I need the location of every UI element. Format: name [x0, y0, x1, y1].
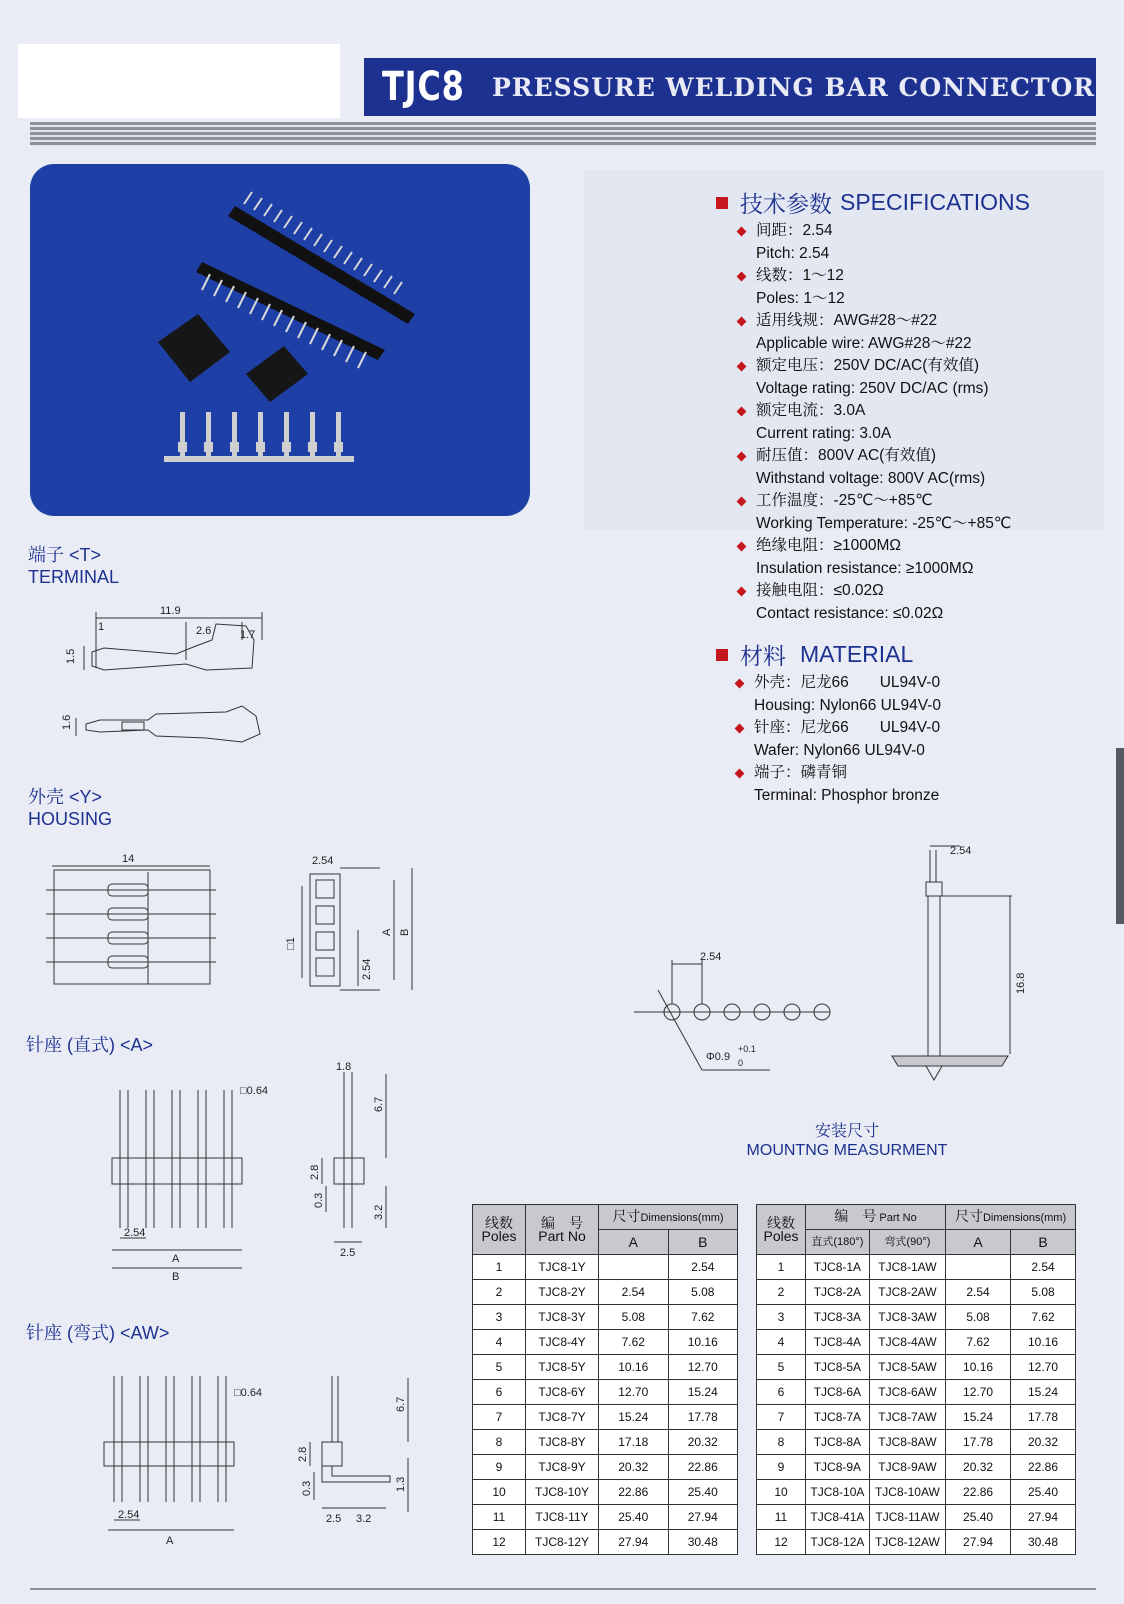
dim-aw-2-5: 2.5: [326, 1513, 342, 1525]
dim-wafer-2-5: 2.5: [340, 1247, 356, 1259]
table-row: [473, 1280, 738, 1305]
dim-mount-pitch: 2.54: [700, 951, 722, 963]
table-cell: TJC8-10Y: [526, 1480, 599, 1505]
table-cell: 3: [473, 1305, 526, 1330]
table-cell: 20.32: [1011, 1430, 1076, 1455]
table-row: [473, 1355, 738, 1380]
spec-cn: 额定电压：250V DC/AC(有效值): [736, 355, 1096, 378]
spec-en: Contact resistance: ≤0.02Ω: [756, 604, 944, 622]
dim-housing-pitch: 2.54: [312, 855, 334, 867]
table-row: [757, 1380, 1076, 1405]
table-cell: 27.94: [668, 1505, 738, 1530]
table-cell: 8: [473, 1430, 526, 1455]
table-row: [757, 1280, 1076, 1305]
table-cell: 20.32: [668, 1430, 738, 1455]
table-cell: 5.08: [1011, 1280, 1076, 1305]
table-cell: 20.32: [946, 1455, 1011, 1480]
spec-heading-cn: 技术参数: [740, 191, 832, 217]
table-cell: 20.32: [599, 1455, 669, 1480]
dim-wafer-1-8: 1.8: [336, 1062, 352, 1073]
spec-item: [736, 580, 1096, 625]
spec-en: Withstand voltage: 800V AC(rms): [756, 469, 986, 487]
table-cell: TJC8-9A: [806, 1455, 870, 1480]
spec-en: Current rating: 3.0A: [756, 424, 892, 442]
dim-wafer-2-8: 2.8: [309, 1164, 321, 1180]
table-cell: 5.08: [668, 1280, 738, 1305]
dim-wafer-b: B: [172, 1271, 180, 1283]
table-row: [757, 1530, 1076, 1555]
table-cell: 4: [473, 1330, 526, 1355]
dim-mount-tol-zero: 0: [738, 1058, 744, 1068]
spec-item: [736, 355, 1096, 400]
table-cell: 4: [757, 1330, 806, 1355]
dim-wafer-a: A: [172, 1253, 180, 1265]
table-cell: TJC8-8AW: [869, 1430, 945, 1455]
table-row: [473, 1505, 738, 1530]
dim-wafer-pitch: 2.54: [124, 1227, 146, 1239]
red-square-icon: [716, 649, 728, 661]
spec-en: Working Temperature: -25℃～+85℃: [756, 514, 1012, 532]
table-cell: 27.94: [599, 1530, 669, 1555]
table-row: [473, 1480, 738, 1505]
table-cell: TJC8-4Y: [526, 1330, 599, 1355]
spec-cn: 额定电流：3.0A: [736, 400, 1096, 423]
model-number: TJC8: [382, 64, 465, 110]
table-cell: TJC8-7Y: [526, 1405, 599, 1430]
table-cell: 15.24: [946, 1405, 1011, 1430]
table-cell: TJC8-3AW: [869, 1305, 945, 1330]
table-cell: TJC8-5A: [806, 1355, 870, 1380]
table-cell: 11: [473, 1505, 526, 1530]
table-cell: TJC8-10A: [806, 1480, 870, 1505]
table-cell: 15.24: [1011, 1380, 1076, 1405]
table-row: [473, 1430, 738, 1455]
table-cell: 27.94: [946, 1530, 1011, 1555]
dim-mount-hole: Φ0.9: [706, 1051, 731, 1063]
table-cell: TJC8-2AW: [869, 1280, 945, 1305]
table-row: [757, 1355, 1076, 1380]
material-item: [734, 672, 1094, 717]
page-title: PRESSURE WELDING BAR CONNECTOR: [492, 72, 1096, 102]
dim-terminal-1-6: 1.6: [61, 714, 73, 730]
spec-cn: 适用线规：AWG#28～#22: [736, 310, 1096, 333]
dim-wafer-0-3: 0.3: [313, 1192, 325, 1208]
dim-mount-16-8: 16.8: [1015, 972, 1027, 994]
table-cell: TJC8-5AW: [869, 1355, 945, 1380]
table-cell: 7: [473, 1405, 526, 1430]
table-cell: 9: [473, 1455, 526, 1480]
material-en: Wafer: Nylon66 UL94V-0: [754, 741, 925, 759]
table-cell: 5: [757, 1355, 806, 1380]
table-cell: TJC8-7AW: [869, 1405, 945, 1430]
dim-housing-1: □1: [285, 937, 297, 950]
col-poles: 线数 Poles: [473, 1205, 526, 1255]
table-cell: 17.18: [599, 1430, 669, 1455]
table-cell: 5.08: [946, 1305, 1011, 1330]
terminal-label-cn: 端子 <T>: [28, 545, 102, 565]
table-cell: 2: [757, 1280, 806, 1305]
table-cell: 7.62: [668, 1305, 738, 1330]
table-cell: TJC8-6Y: [526, 1380, 599, 1405]
spec-item: [736, 490, 1096, 535]
wafer-straight-drawing: [100, 1062, 420, 1292]
table-cell: 12.70: [599, 1380, 669, 1405]
table-cell: 22.86: [599, 1480, 669, 1505]
dim-wafer-3-2: 3.2: [373, 1204, 385, 1220]
spec-item: [736, 445, 1096, 490]
wafer-angle-drawing: [100, 1362, 420, 1552]
dim-terminal-2-6: 2.6: [196, 625, 212, 637]
table-cell: TJC8-5Y: [526, 1355, 599, 1380]
material-cn: 外壳：尼龙66 UL94V-0: [734, 672, 1094, 695]
dim-wafer-6-7: 6.7: [373, 1096, 385, 1112]
table-cell: 30.48: [668, 1530, 738, 1555]
material-item: [734, 717, 1094, 762]
housing-label-cn: 外壳 <Y>: [28, 787, 103, 807]
table-cell: 27.94: [1011, 1505, 1076, 1530]
table-cell: 10.16: [668, 1330, 738, 1355]
table-row: [757, 1430, 1076, 1455]
spec-en: Voltage rating: 250V DC/AC (rms): [756, 379, 989, 397]
table-cell: 10.16: [1011, 1330, 1076, 1355]
table-cell: TJC8-6A: [806, 1380, 870, 1405]
table-cell: 3: [757, 1305, 806, 1330]
mounting-caption-cn: 安装尺寸: [814, 1123, 879, 1140]
material-list: [734, 672, 1094, 807]
table-row: [473, 1405, 738, 1430]
mounting-caption: [732, 1122, 962, 1160]
table-cell: TJC8-9Y: [526, 1455, 599, 1480]
dim-housing-b: B: [399, 928, 411, 936]
table-cell: 15.24: [668, 1380, 738, 1405]
table-cell: [946, 1255, 1011, 1280]
col-a: A: [946, 1230, 1011, 1255]
table-cell: 10: [473, 1480, 526, 1505]
table-cell: 25.40: [668, 1480, 738, 1505]
terminal-label-en: TERMINAL: [28, 567, 120, 587]
table-cell: TJC8-12Y: [526, 1530, 599, 1555]
dim-aw-2-8: 2.8: [297, 1446, 309, 1462]
spec-heading: [716, 186, 1030, 219]
dim-housing-a: A: [381, 928, 393, 936]
table-row: [473, 1255, 738, 1280]
table-cell: TJC8-8Y: [526, 1430, 599, 1455]
table-cell: 10.16: [599, 1355, 669, 1380]
table-cell: 2.54: [668, 1255, 738, 1280]
table-cell: 12: [473, 1530, 526, 1555]
table-cell: 7.62: [599, 1330, 669, 1355]
table-cell: 1: [757, 1255, 806, 1280]
dim-aw-pitch: 2.54: [118, 1509, 140, 1521]
table-cell: TJC8-2A: [806, 1280, 870, 1305]
table-cell: 22.86: [668, 1455, 738, 1480]
dim-aw-pin-size: □0.64: [234, 1387, 263, 1399]
dim-mount-pitch-b: 2.54: [950, 845, 972, 857]
material-cn: 端子：磷青铜: [734, 762, 1094, 785]
table-row: [473, 1305, 738, 1330]
material-heading-cn: 材料: [740, 643, 786, 669]
product-photo: [30, 164, 530, 516]
table-cell: TJC8-8A: [806, 1430, 870, 1455]
spec-list: [736, 220, 1096, 625]
table-cell: 2.54: [599, 1280, 669, 1305]
housing-drawing: [40, 850, 430, 1000]
table-cell: 12.70: [1011, 1355, 1076, 1380]
col-angle: 弯式(90°): [869, 1230, 945, 1255]
wafer-angle-label: 针座 (弯式) <AW>: [26, 1323, 170, 1343]
spec-cn: 工作温度：-25℃～+85℃: [736, 490, 1096, 513]
spec-en: Pitch: 2.54: [756, 244, 830, 262]
material-en: Terminal: Phosphor bronze: [754, 786, 940, 804]
table-cell: TJC8-1AW: [869, 1255, 945, 1280]
table-cell: 7: [757, 1405, 806, 1430]
table-row: [757, 1255, 1076, 1280]
wafer-straight-label: 针座 (直式) <A>: [26, 1035, 154, 1055]
col-poles: 线数 Poles: [757, 1205, 806, 1255]
table-cell: 6: [757, 1380, 806, 1405]
table-row: [757, 1405, 1076, 1430]
terminal-drawing: [56, 600, 276, 762]
table-cell: 17.78: [946, 1430, 1011, 1455]
table-cell: TJC8-7A: [806, 1405, 870, 1430]
housing-dimension-table: [472, 1204, 738, 1555]
table-row: [473, 1380, 738, 1405]
material-cn: 针座：尼龙66 UL94V-0: [734, 717, 1094, 740]
material-en: Housing: Nylon66 UL94V-0: [754, 696, 941, 714]
material-item: [734, 762, 1094, 807]
dim-terminal-1: 1: [98, 621, 105, 633]
spec-cn: 间距：2.54: [736, 220, 1096, 243]
table-cell: 12.70: [946, 1380, 1011, 1405]
table-cell: [599, 1255, 669, 1280]
table-cell: TJC8-4A: [806, 1330, 870, 1355]
red-square-icon: [716, 197, 728, 209]
dim-aw-6-7: 6.7: [395, 1396, 407, 1412]
table-cell: 9: [757, 1455, 806, 1480]
table-cell: 6: [473, 1380, 526, 1405]
dim-terminal-1-5: 1.5: [65, 648, 77, 664]
table-cell: 10: [757, 1480, 806, 1505]
table-cell: 12: [757, 1530, 806, 1555]
col-b: B: [668, 1230, 738, 1255]
dim-terminal-1-7: 1.7: [240, 629, 256, 641]
table-row: [757, 1330, 1076, 1355]
spec-cn: 接触电阻：≤0.02Ω: [736, 580, 1096, 603]
table-cell: TJC8-10AW: [869, 1480, 945, 1505]
table-cell: 12.70: [668, 1355, 738, 1380]
table-cell: 1: [473, 1255, 526, 1280]
spec-en: Applicable wire: AWG#28～#22: [756, 334, 972, 352]
table-cell: 2.54: [946, 1280, 1011, 1305]
table-cell: 22.86: [946, 1480, 1011, 1505]
header-divider: [30, 122, 1096, 146]
table-cell: 15.24: [599, 1405, 669, 1430]
table-cell: TJC8-9AW: [869, 1455, 945, 1480]
material-heading: [716, 638, 913, 671]
dim-mount-tol-plus: +0.1: [738, 1044, 756, 1054]
spec-cn: 线数：1～12: [736, 265, 1096, 288]
title-bar: [364, 58, 1096, 116]
pin-header-top-illustration: [228, 192, 415, 324]
table-row: [473, 1455, 738, 1480]
table-cell: 17.78: [668, 1405, 738, 1430]
table-cell: TJC8-1Y: [526, 1255, 599, 1280]
spec-cn: 耐压值：800V AC(有效值): [736, 445, 1096, 468]
col-part-no: 编 号 Part No: [806, 1205, 946, 1230]
table-cell: 8: [757, 1430, 806, 1455]
table-cell: TJC8-11AW: [869, 1505, 945, 1530]
table-row: [757, 1305, 1076, 1330]
table-cell: 25.40: [599, 1505, 669, 1530]
col-b: B: [1011, 1230, 1076, 1255]
table-cell: TJC8-4AW: [869, 1330, 945, 1355]
col-part-no: 编 号 Part No: [526, 1205, 599, 1255]
blank-logo-area: [18, 44, 340, 118]
dim-aw-1-3: 1.3: [395, 1476, 407, 1492]
table-cell: 5.08: [599, 1305, 669, 1330]
dim-aw-a: A: [166, 1535, 174, 1547]
table-cell: TJC8-1A: [806, 1255, 870, 1280]
table-row: [757, 1455, 1076, 1480]
dim-aw-0-3: 0.3: [301, 1480, 313, 1496]
col-a: A: [599, 1230, 669, 1255]
table-cell: 2: [473, 1280, 526, 1305]
footer-divider: [30, 1588, 1096, 1590]
spec-item: [736, 400, 1096, 445]
table-cell: 10.16: [946, 1355, 1011, 1380]
spec-en: Poles: 1～12: [756, 289, 845, 307]
wafer-dimension-table: [756, 1204, 1076, 1555]
material-heading-en: MATERIAL: [800, 641, 914, 667]
table-cell: TJC8-2Y: [526, 1280, 599, 1305]
table-row: [473, 1330, 738, 1355]
mounting-drawing: [630, 840, 1050, 1110]
table-cell: TJC8-12AW: [869, 1530, 945, 1555]
table-row: [473, 1530, 738, 1555]
table-cell: 2.54: [1011, 1255, 1076, 1280]
housing-label: [28, 786, 112, 830]
page-edge-tab: [1116, 748, 1124, 924]
table-row: [757, 1480, 1076, 1505]
table-cell: 17.78: [1011, 1405, 1076, 1430]
table-row: [757, 1505, 1076, 1530]
spec-cn: 绝缘电阻：≥1000MΩ: [736, 535, 1096, 558]
spec-en: Insulation resistance: ≥1000MΩ: [756, 559, 974, 577]
terminal-strip-illustration: [164, 412, 354, 462]
table-cell: TJC8-3Y: [526, 1305, 599, 1330]
terminal-label: [28, 544, 119, 588]
spec-heading-en: SPECIFICATIONS: [840, 189, 1030, 215]
table-cell: TJC8-6AW: [869, 1380, 945, 1405]
col-dimensions: 尺寸Dimensions(mm): [599, 1205, 738, 1230]
spec-item: [736, 535, 1096, 580]
spec-item: [736, 220, 1096, 265]
table-cell: TJC8-3A: [806, 1305, 870, 1330]
table-cell: 30.48: [1011, 1530, 1076, 1555]
table-cell: TJC8-41A: [806, 1505, 870, 1530]
dim-aw-3-2: 3.2: [356, 1513, 372, 1525]
dim-terminal-length: 11.9: [160, 605, 181, 617]
mounting-caption-en: MOUNTNG MEASURMENT: [746, 1142, 948, 1159]
table-cell: 7.62: [1011, 1305, 1076, 1330]
col-straight: 直式(180°): [806, 1230, 870, 1255]
housing-block-small-illustration: [246, 346, 308, 402]
housing-label-en: HOUSING: [28, 809, 113, 829]
spec-item: [736, 310, 1096, 355]
dim-housing-pitch-b: 2.54: [361, 958, 373, 980]
spec-item: [736, 265, 1096, 310]
table-cell: 22.86: [1011, 1455, 1076, 1480]
table-cell: TJC8-11Y: [526, 1505, 599, 1530]
table-cell: 11: [757, 1505, 806, 1530]
table-cell: 25.40: [946, 1505, 1011, 1530]
table-cell: 25.40: [1011, 1480, 1076, 1505]
table-cell: TJC8-12A: [806, 1530, 870, 1555]
table-cell: 7.62: [946, 1330, 1011, 1355]
dim-housing-14: 14: [122, 853, 135, 865]
col-dimensions: 尺寸Dimensions(mm): [946, 1205, 1076, 1230]
housing-block-illustration: [158, 314, 230, 382]
table-cell: 5: [473, 1355, 526, 1380]
dim-wafer-pin-size: □0.64: [240, 1085, 269, 1097]
